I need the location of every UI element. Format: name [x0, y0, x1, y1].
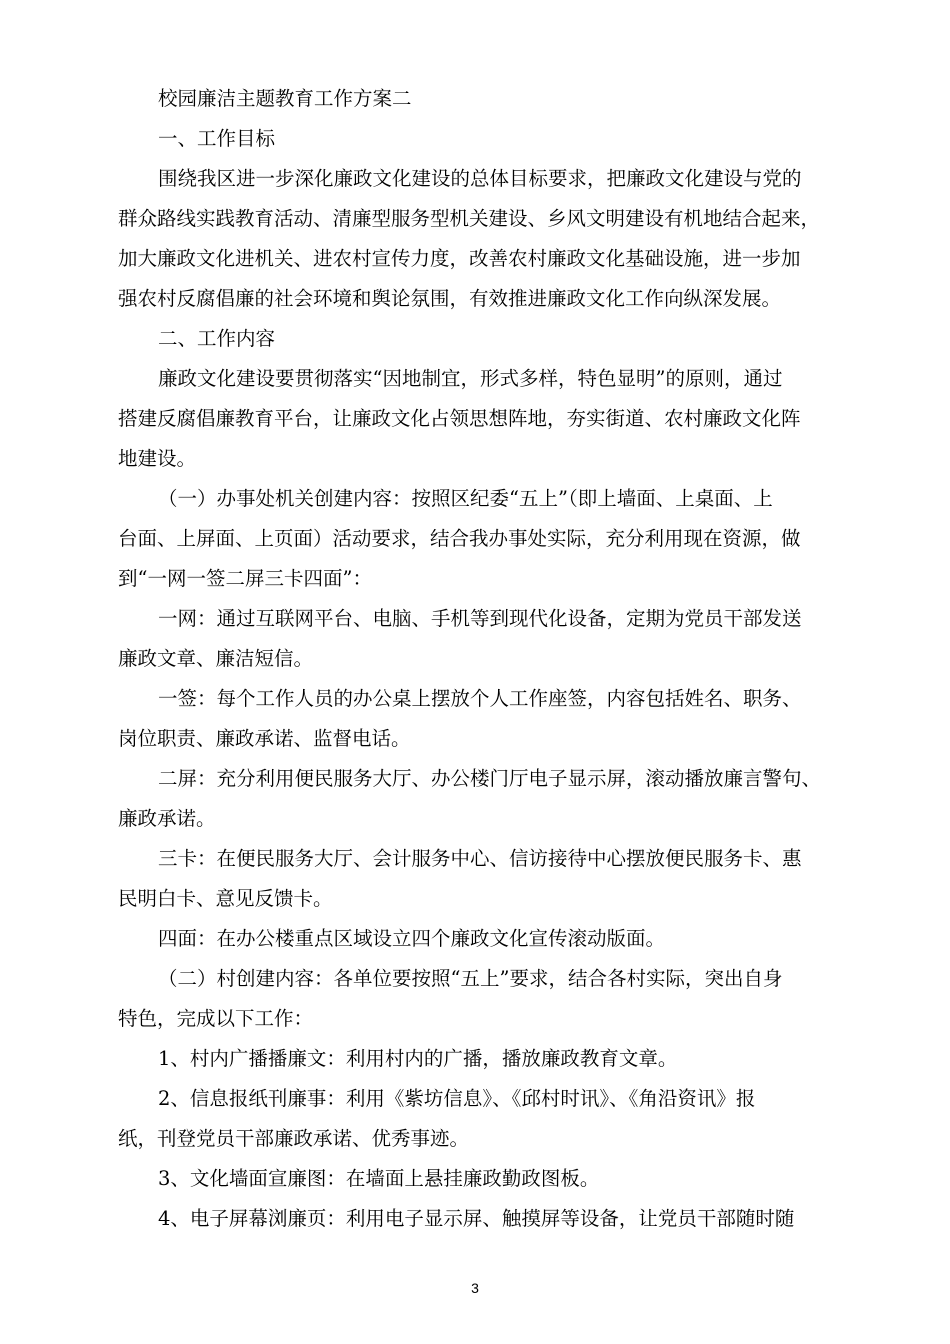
paragraph-line: （二）村创建内容：各单位要按照“五上”要求，结合各村实际，突出自身 [158, 967, 783, 990]
paragraph-line: 民明白卡、意见反馈卡。 [118, 887, 333, 910]
paragraph-line: 岗位职责、廉政承诺、监督电话。 [118, 727, 411, 750]
paragraph-line: 强农村反腐倡廉的社会环境和舆论氛围，有效推进廉政文化工作向纵深发展。 [118, 287, 782, 310]
paragraph-line: 搭建反腐倡廉教育平台，让廉政文化占领思想阵地，夯实街道、农村廉政文化阵 [118, 407, 801, 430]
paragraph-line: 到“一网一签二屏三卡四面”： [118, 567, 372, 590]
section-heading: 一、工作目标 [158, 127, 276, 150]
list-item: 4、电子屏幕浏廉页：利用电子显示屏、触摸屏等设备，让党员干部随时随 [158, 1207, 795, 1230]
paragraph-line: 一签：每个工作人员的办公桌上摆放个人工作座签，内容包括姓名、职务、 [158, 687, 802, 710]
paragraph-line: 四面：在办公楼重点区域设立四个廉政文化宣传滚动版面。 [158, 927, 666, 950]
page-number: 3 [471, 1280, 479, 1296]
paragraph-line: 一网：通过互联网平台、电脑、手机等到现代化设备，定期为党员干部发送 [158, 607, 802, 630]
paragraph-line: 地建设。 [118, 447, 197, 470]
list-item: 纸，刊登党员干部廉政承诺、优秀事迹。 [118, 1127, 470, 1150]
list-item: 1、村内广播播廉文：利用村内的广播，播放廉政教育文章。 [158, 1047, 678, 1070]
paragraph-line: 台面、上屏面、上页面）活动要求，结合我办事处实际，充分利用现在资源，做 [118, 527, 801, 550]
paragraph-line: 加大廉政文化进机关、进农村宣传力度，改善农村廉政文化基础设施，进一步加 [118, 247, 801, 270]
paragraph-line: 廉政文化建设要贯彻落实“因地制宜，形式多样，特色显明”的原则，通过 [158, 367, 783, 390]
paragraph-line: （一）办事处机关创建内容：按照区纪委“五上”（即上墙面、上桌面、上 [158, 487, 773, 510]
list-item: 3、文化墙面宣廉图：在墙面上悬挂廉政勤政图板。 [158, 1167, 600, 1190]
paragraph-line: 二屏：充分利用便民服务大厅、办公楼门厅电子显示屏，滚动播放廉言警句、 [158, 767, 822, 790]
paragraph-line: 特色，完成以下工作： [118, 1007, 314, 1030]
paragraph-line: 三卡：在便民服务大厅、会计服务中心、信访接待中心摆放便民服务卡、惠 [158, 847, 802, 870]
section-heading: 二、工作内容 [158, 327, 276, 350]
paragraph-line: 廉政文章、廉洁短信。 [118, 647, 314, 670]
list-item: 2、信息报纸刊廉事：利用《紫坊信息》、《邱村时讯》、《角沿资讯》报 [158, 1087, 756, 1110]
paragraph-line: 群众路线实践教育活动、清廉型服务型机关建设、乡风文明建设有机地结合起来， [118, 207, 821, 230]
paragraph-line: 廉政承诺。 [118, 807, 216, 830]
document-title: 校园廉洁主题教育工作方案二 [158, 87, 412, 110]
paragraph-line: 围绕我区进一步深化廉政文化建设的总体目标要求，把廉政文化建设与党的 [158, 167, 802, 190]
